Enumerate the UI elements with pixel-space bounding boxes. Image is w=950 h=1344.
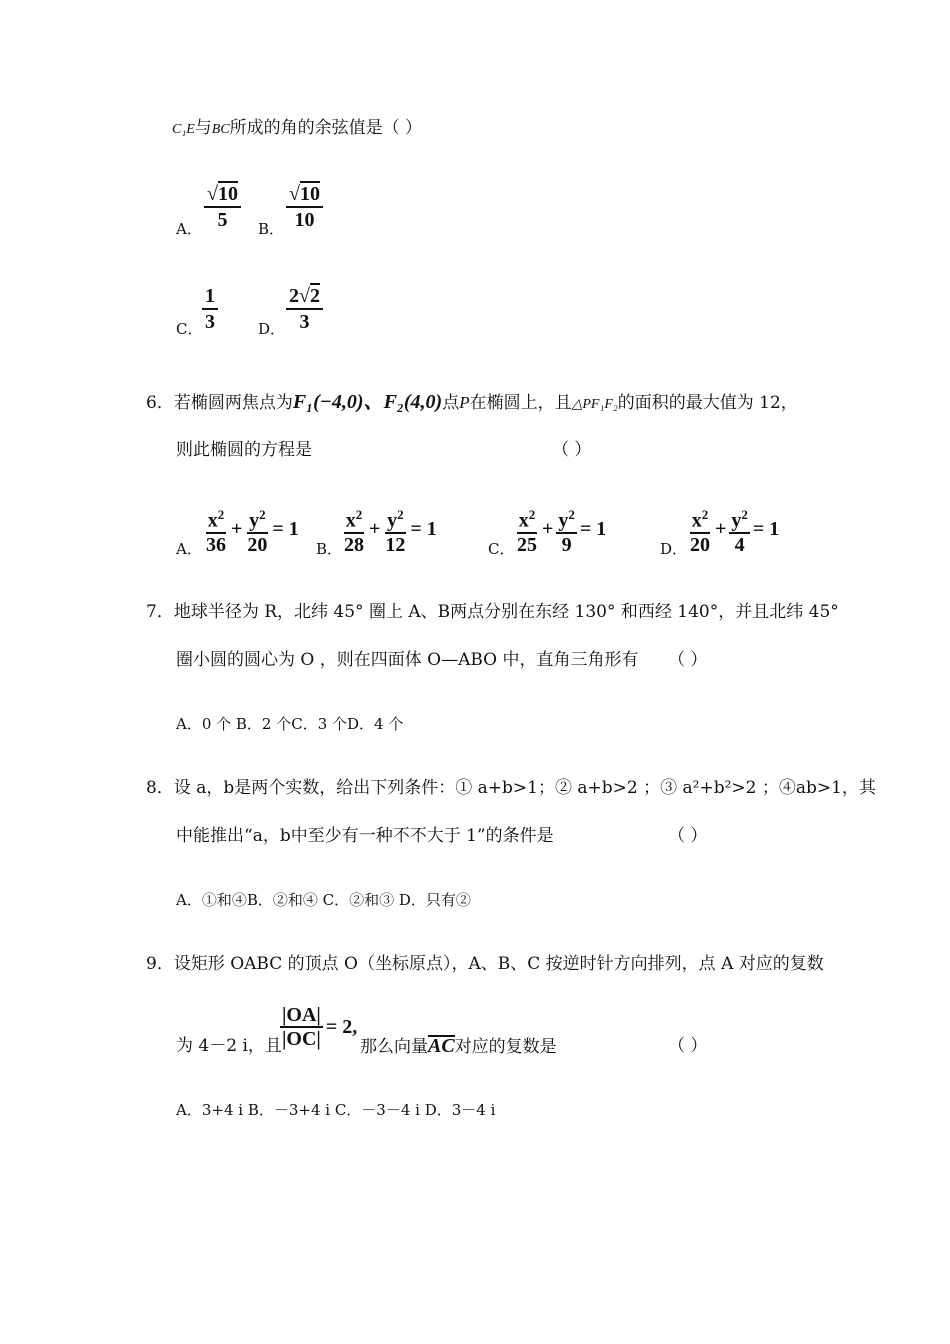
q6-option-c-label: C． (488, 540, 515, 558)
q9-vector-ac: AC (428, 1035, 455, 1057)
q6-point-p: P (459, 393, 470, 412)
q7-answer-paren: （ ） (668, 650, 708, 670)
q8-options: A．①和④B．②和④ C．②和③ D．只有② (176, 891, 471, 909)
q6-prefix: 6．若椭圆两焦点为 (146, 393, 293, 413)
q6-option-b-equation: $x^2$ 28 + $\frac{y^2}{12}$ = 1 (342, 504, 440, 556)
q6-foci: F₁(−4,0)、F₂(4,0) (292, 391, 443, 413)
q8-answer-paren: （ ） (668, 826, 708, 846)
q5-option-d-fraction: $\frac{2√2}{3}$ (286, 284, 323, 334)
q5-text-and: 与 (194, 118, 212, 138)
q7-stem-line1: 7．地球半径为 R，北纬 45° 圈上 A、B两点分别在东经 130° 和西经 140°，并且北纬 45° (146, 602, 839, 622)
q6-stem-line1 (146, 390, 798, 417)
q7-stem-line2: 圈小圆的圆心为 O ，则在四面体 O—ABO 中，直角三角形有 (176, 650, 639, 670)
q5-segment-bc: BC (211, 122, 230, 137)
q9-stem-line2a: 为 4－2 i，且 (176, 1036, 282, 1056)
q6-text-on-ellipse: 在椭圆上，且 (469, 393, 572, 413)
q5-option-a-label: A． (176, 220, 202, 238)
q6-option-c-equation: $x^2$ 25 + $\frac{y^2}{9}$ = 1 (515, 504, 609, 556)
q5-option-a-fraction: $\frac{√10}{5}$ (204, 182, 241, 232)
sqrt-icon: √ (207, 183, 218, 205)
q6-text-point: 点 (442, 393, 460, 413)
q9-options: A．3+4 i B．－3+4 i C．－3－4 i D．3－4 i (176, 1101, 496, 1119)
q9-ratio-equation: $\frac{|OA|}{|OC|}$ = 2, (282, 1004, 358, 1050)
q6-text-area: 的面积的最大值为 12， (617, 393, 798, 413)
q5-option-c-fraction: $\frac{1}{3}$ (202, 284, 218, 334)
q6-answer-paren: （ ） (552, 440, 592, 460)
q9-stem-line1: 9．设矩形 OABC 的顶点 O（坐标原点），A、B、C 按逆时针方向排列，点 A 对应的复数 (146, 954, 824, 974)
q8-stem-line2: 中能推出“a，b中至少有一种不不大于 1”的条件是 (176, 826, 554, 846)
q9-answer-paren: （ ） (668, 1036, 708, 1056)
q6-option-d-equation: $x^2$ 20 + $\frac{y^2}{4}$ = 1 (688, 504, 782, 556)
q9-stem-line2b: 那么向量AC对应的复数是 (360, 1035, 557, 1057)
q6-option-a-label: A． (176, 540, 202, 558)
q6-option-a-equation: $x^2$ 36 + $\frac{y^2}{20}$ = 1 (204, 504, 302, 556)
q6-stem-line2: 则此椭圆的方程是 (176, 440, 312, 460)
q5-option-c-label: C． (176, 320, 203, 338)
sqrt-icon: √ (289, 183, 300, 205)
q6-triangle: △PF₁F₂ (571, 397, 618, 412)
q5-option-d-label: D． (258, 320, 286, 338)
q5-option-b-label: B． (258, 220, 285, 238)
q8-stem-line1: 8．设 a，b是两个实数，给出下列条件：① a+b>1；② a+b>2 ；③ a²+b²>2 ；④ab>1，其 (146, 778, 876, 798)
q6-option-b-label: B． (316, 540, 343, 558)
q5-option-b-fraction: $\frac{√10}{10}$ (286, 182, 323, 232)
q5-text-rest: 所成的角的余弦值是（ ） (229, 118, 423, 138)
sqrt-icon: √ (299, 285, 310, 307)
q5-segment-c1e: C₁E (172, 122, 195, 137)
q5-stem (172, 116, 422, 142)
q6-option-d-label: D． (660, 540, 688, 558)
q7-options: A．0 个 B．2 个C．3 个D．4 个 (176, 715, 404, 733)
